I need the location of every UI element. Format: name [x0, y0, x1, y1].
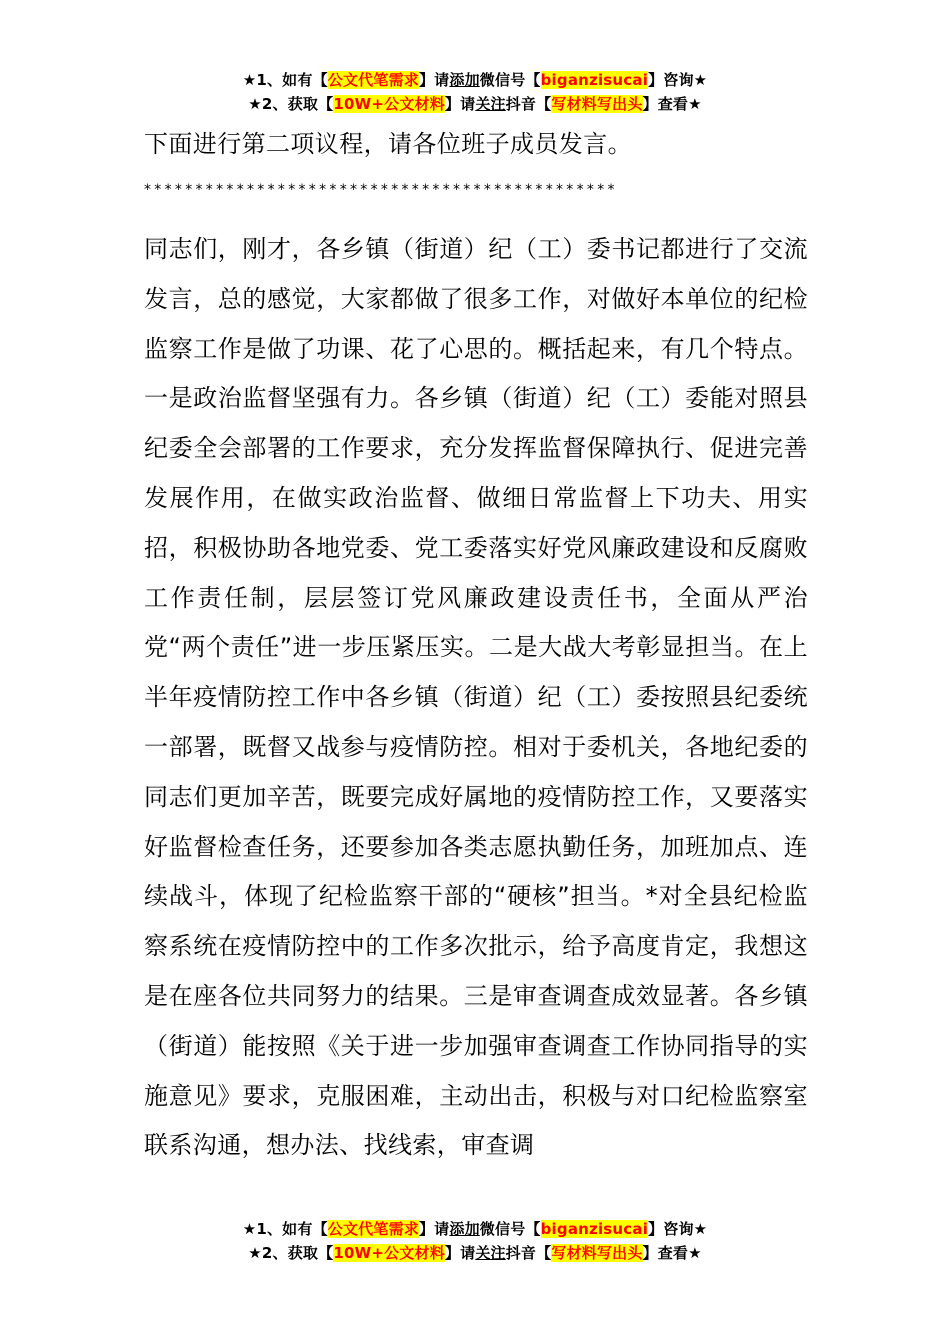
banner-text: ★2、获取【 — [248, 95, 334, 113]
banner-text: 】请 — [418, 71, 450, 89]
banner-line-1 — [0, 1217, 950, 1241]
banner-text: 】咨询★ — [648, 71, 708, 89]
banner-highlight: 公文代笔需求 — [327, 1220, 419, 1238]
banner-underline: 添加 — [449, 1220, 480, 1238]
banner-text: 微信号【 — [479, 71, 541, 89]
banner-line-1 — [0, 68, 950, 92]
banner-underline: 关注 — [475, 1244, 506, 1262]
separator-line: ********************************************** — [144, 182, 618, 198]
banner-highlight: 写材料写出头 — [551, 95, 643, 113]
banner-text: 】请 — [418, 1220, 450, 1238]
header-banner — [0, 68, 950, 116]
banner-underline: 关注 — [475, 95, 506, 113]
body-paragraph: 同志们，刚才，各乡镇（街道）纪（工）委书记都进行了交流发言，总的感觉，大家都做了很多工作，对做好本单位的纪检监察工作是做了功课、花了心思的。概括起来，有几个特点。一是政治监督坚强有力。各乡镇（街道）纪（工）委能对照县纪委全会部署的工作要求，充分发挥监督保障执行、促进完善发展作用，在做实政治监督、做细日常监督上下功夫、用实招，积极协助各地党委、党工委落实好党风廉政建设和反腐败工作责任制，层层签订党风廉政建设责任书，全面从严治党“两个责任”进一步压紧压实。二是大战大考彰显担当。在上半年疫情防控工作中各乡镇（街道）纪（工）委按照县纪委统一部署，既督又战参与疫情防控。相对于委机关，各地纪委的同志们更加辛苦，既要完成好属地的疫情防控工作，又要落实好监督检查任务，还要参加各类志愿执勤任务，加班加点、连续战斗，体现了纪检监察干部的“硬核”担当。*对全县纪检监察系统在疫情防控中的工作多次批示，给予高度肯定，我想这是在座各位共同努力的结果。三是审查调查成效显著。各乡镇（街道）能按照《关于进一步加强审查调查工作协同指导的实施意见》要求，克服困难，主动出击，积极与对口纪检监察室联系沟通，想办法、找线索，审查调 — [144, 235, 808, 1160]
banner-highlight: 10W+公文材料 — [333, 1244, 445, 1262]
banner-text: ★1、如有【 — [242, 1220, 328, 1238]
banner-line-2 — [0, 92, 950, 116]
banner-highlight: 公文代笔需求 — [327, 71, 419, 89]
banner-text: 】请 — [444, 1244, 476, 1262]
intro-line: 下面进行第二项议程，请各位班子成员发言。 — [144, 130, 632, 158]
banner-line-2 — [0, 1241, 950, 1265]
banner-text: ★1、如有【 — [242, 71, 328, 89]
banner-text: 微信号【 — [479, 1220, 541, 1238]
banner-highlight: biganzisucai — [540, 71, 649, 89]
banner-text: 抖音【 — [505, 95, 552, 113]
banner-text: 】请 — [444, 95, 476, 113]
banner-highlight: biganzisucai — [540, 1220, 649, 1238]
banner-text: 】咨询★ — [648, 1220, 708, 1238]
banner-text: 抖音【 — [505, 1244, 552, 1262]
banner-text: 】查看★ — [642, 95, 702, 113]
banner-underline: 添加 — [449, 71, 480, 89]
footer-banner — [0, 1217, 950, 1265]
banner-highlight: 写材料写出头 — [551, 1244, 643, 1262]
banner-text: 】查看★ — [642, 1244, 702, 1262]
banner-highlight: 10W+公文材料 — [333, 95, 445, 113]
banner-text: ★2、获取【 — [248, 1244, 334, 1262]
